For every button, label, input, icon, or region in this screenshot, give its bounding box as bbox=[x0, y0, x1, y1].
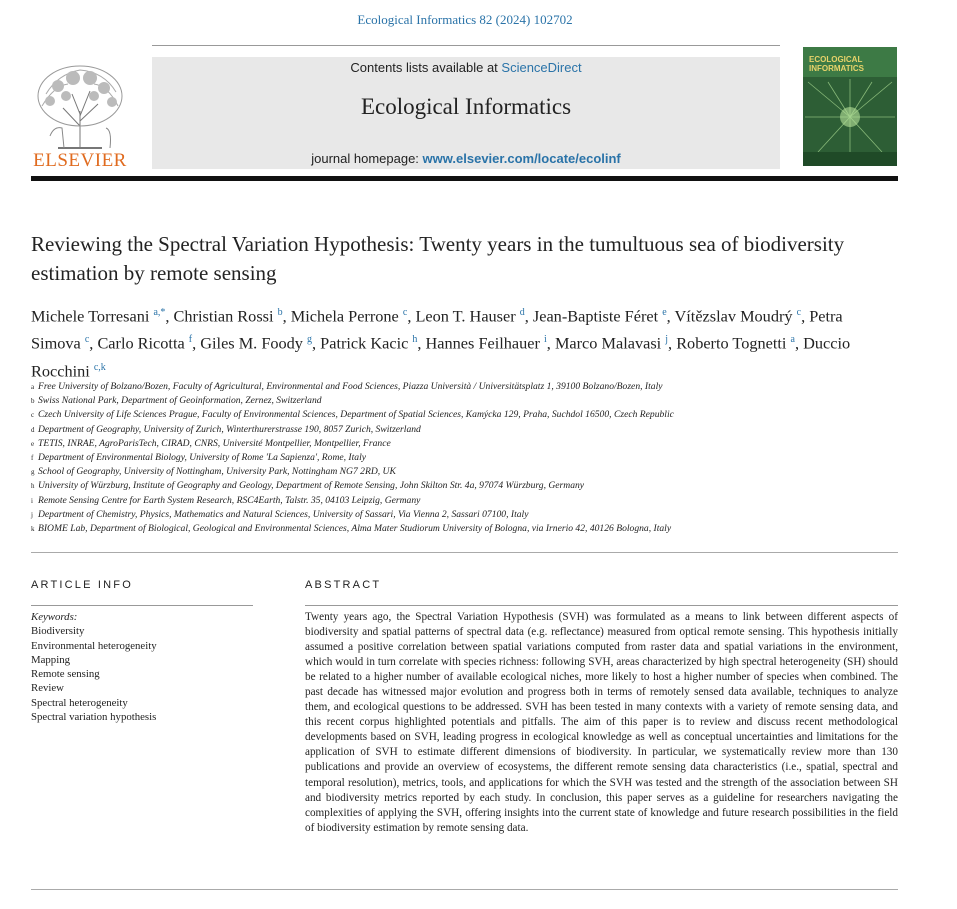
author-name[interactable]: Michele Torresani bbox=[31, 306, 150, 326]
author-affiliation-marker[interactable]: d bbox=[519, 307, 525, 318]
affiliation-row bbox=[31, 451, 911, 465]
bottom-rule bbox=[31, 889, 898, 890]
author-affiliation-marker[interactable]: c bbox=[402, 307, 408, 318]
author-name[interactable]: Duccio Rocchini bbox=[31, 333, 851, 381]
affiliation-label: a bbox=[31, 383, 35, 391]
keyword-item: Mapping bbox=[31, 653, 70, 666]
author-name[interactable]: Hannes Feilhauer bbox=[425, 333, 540, 353]
keyword-item: Environmental heterogeneity bbox=[31, 639, 157, 652]
article-info-rule bbox=[31, 605, 253, 606]
article-info-heading: ARTICLE INFO bbox=[31, 579, 133, 591]
author-affiliation-marker[interactable]: g bbox=[307, 334, 313, 346]
journal-citation[interactable]: Ecological Informatics 82 (2024) 102702 bbox=[357, 12, 573, 27]
affiliation-text: Czech University of Life Sciences Prague, Faculty of Environmental Sciences, Department of Spatial Sciences, Kamýcka 129, Praha, Suchdol 16500, Czech Republic bbox=[38, 409, 674, 421]
affiliation-text: Department of Geography, University of Zurich, Winterthurerstrasse 190, 8057 Zurich, Switzerland bbox=[38, 423, 421, 435]
keyword-item: Review bbox=[31, 682, 64, 695]
author-affiliation-marker[interactable]: a bbox=[790, 334, 795, 346]
affiliation-text: Department of Environmental Biology, University of Rome 'La Sapienza', Rome, Italy bbox=[38, 452, 367, 464]
author-name[interactable]: Christian Rossi bbox=[173, 306, 274, 326]
author-name[interactable]: Petra Simova bbox=[31, 306, 843, 353]
author-name[interactable]: Patrick Kacic bbox=[320, 333, 409, 353]
affiliation-row bbox=[31, 380, 911, 394]
author-name[interactable]: Carlo Ricotta bbox=[97, 333, 185, 353]
journal-cover-thumbnail[interactable] bbox=[803, 47, 897, 166]
elsevier-wordmark: ELSEVIER bbox=[33, 150, 127, 171]
affiliation-row bbox=[31, 522, 911, 536]
abstract-text: Twenty years ago, the Spectral Variation Hypothesis (SVH) was formulated as a means to link between different aspects of biodiversity and spatial patterns of spectral data (e.g. reflectance) measured from optical remote sensing. This hypothesis initially assumed a positive correlation between spatial variations computed from raster data and spatial variations in the environment, which would in turn correlate with species richness: following SVH, areas characterized by high spectral heterogeneity (SH) should be related to a higher number of available ecological niches, more likely to host a higher number of species when combined. The past decade has witnessed major evolution and progress both in terms of remotely sensed data available, techniques to analyze them, and ecological questions to be addressed. SVH has been tested in many contexts with a variety of remote sensing data, and this recent corpus highlighted potentials and pitfalls. The aim of this paper is to review and discuss recent methodological developments based on SVH, leading progress in ecological knowledge as well as conceptual uncertainties and limitations for the application of SVH to estimate different dimensions of biodiversity. In particular, we systematically review more than 130 publications and provide an overview of ecosystems, the different remote sensing data characteristics (i.e., spatial, spectral and temporal resolution), metrics, tools, and applications for which the SVH was tested and the strength of the association between SH and biodiversity metrics reported by each study. In conclusion, this paper serves as a guideline for researchers navigating the complexities of applying the SVH, offering insights into the current state of knowledge and future research possibilities in the field of biodiversity estimation by remote sensing data. bbox=[305, 611, 898, 834]
affiliation-label: e bbox=[31, 439, 35, 448]
author-affiliation-marker[interactable]: c bbox=[796, 307, 802, 318]
author-name[interactable]: Vítězslav Moudrý bbox=[674, 306, 793, 326]
journal-banner bbox=[152, 57, 780, 169]
keyword-item: Remote sensing bbox=[31, 668, 100, 681]
keyword-item: Spectral variation hypothesis bbox=[31, 711, 157, 724]
affiliation-row bbox=[31, 423, 911, 437]
affiliation-text: Free University of Bolzano/Bozen, Faculty of Agricultural, Environmental and Food Sciences, Piazza Università / Universitätsplatz 1, 39100 Bolzano/Bozen, Italy bbox=[38, 381, 663, 392]
author-list: Michele Torresani $^{a,*}$, Christian Rossi $^b$, Michela Perrone $^c$, Leon T. Hauser $^d$, Jean-Baptiste Féret $^e$, Vítězslav Moudrý $^c$, Petra Simova $^c$, Carlo Ricotta $^f$, Giles M. Foody $^g$, Patrick Kacic $^h$, Hannes Feilhauer $^i$, Marco Malavasi $^j$, Roberto Tognetti $^a$, Duccio Rocchini $^{c,k}$ bbox=[31, 306, 851, 381]
affiliation-label: c bbox=[31, 411, 35, 420]
header-thick-rule bbox=[31, 176, 898, 181]
author-name[interactable]: Michela Perrone bbox=[290, 306, 399, 326]
affiliation-label: k bbox=[31, 525, 35, 534]
affiliation-row bbox=[31, 465, 911, 479]
affiliation-list bbox=[31, 380, 911, 536]
article-title: Reviewing the Spectral Variation Hypothesis: Twenty years in the tumultuous sea of biodiversity estimation by remote sensing bbox=[31, 232, 845, 285]
author-affiliation-marker[interactable]: b bbox=[277, 307, 283, 318]
contents-prefix: Contents lists available at bbox=[350, 60, 502, 75]
journal-name: Ecological Informatics bbox=[360, 94, 572, 119]
affiliation-text: BIOME Lab, Department of Biological, Geological and Environmental Sciences, Alma Mater Studiorum University of Bologna, via Irnerio 42, 40126 Bologna, Italy bbox=[38, 523, 672, 535]
author-affiliation-marker[interactable]: f bbox=[188, 334, 193, 346]
affiliation-label: f bbox=[31, 454, 34, 463]
affiliation-row bbox=[31, 408, 911, 422]
author-affiliation-marker[interactable]: h bbox=[412, 334, 418, 346]
author-affiliation-marker[interactable]: e bbox=[662, 307, 667, 318]
author-name[interactable]: Leon T. Hauser bbox=[415, 306, 516, 326]
affiliation-row bbox=[31, 437, 911, 451]
contents-line bbox=[152, 60, 780, 75]
cover-title bbox=[809, 55, 864, 73]
author-affiliation-marker[interactable]: c bbox=[84, 334, 90, 346]
keywords-block bbox=[31, 610, 261, 724]
author-affiliation-marker[interactable]: a,* bbox=[153, 307, 166, 318]
affiliation-row bbox=[31, 494, 911, 508]
author-affiliation-marker[interactable]: j bbox=[665, 334, 669, 346]
affiliation-text: University of Würzburg, Institute of Geography and Geology, Department of Remote Sensing, John Skilton Str. 4a, 97074 Würzburg, Germany bbox=[38, 480, 585, 492]
affiliation-text: Remote Sensing Centre for Earth System Research, RSC4Earth, Talstr. 35, 04103 Leipzig, Germany bbox=[38, 494, 421, 506]
affiliation-label: d bbox=[31, 425, 35, 434]
section-divider bbox=[31, 552, 898, 553]
abstract-rule bbox=[305, 605, 898, 606]
affiliation-row bbox=[31, 479, 911, 493]
homepage-line bbox=[152, 151, 780, 166]
keywords-label: Keywords: bbox=[31, 611, 78, 623]
header-rule bbox=[152, 45, 780, 46]
homepage-prefix: journal homepage: bbox=[311, 151, 423, 166]
affiliation-label: j bbox=[31, 510, 33, 519]
author-affiliation-marker[interactable]: c,k bbox=[93, 361, 106, 373]
affiliation-label: b bbox=[31, 397, 35, 406]
author-name[interactable]: Roberto Tognetti bbox=[676, 333, 787, 353]
author-name[interactable]: Giles M. Foody bbox=[200, 333, 303, 353]
keyword-item: Spectral heterogeneity bbox=[31, 696, 128, 709]
homepage-link[interactable]: www.elsevier.com/locate/ecolinf bbox=[422, 151, 621, 166]
author-name[interactable]: Marco Malavasi bbox=[554, 333, 662, 353]
abstract-heading: ABSTRACT bbox=[305, 579, 382, 591]
cover-title-line2: INFORMATICS bbox=[809, 64, 864, 73]
keyword-item: Biodiversity bbox=[31, 625, 85, 638]
affiliation-row bbox=[31, 508, 911, 522]
affiliation-label: h bbox=[31, 482, 35, 491]
affiliation-row bbox=[31, 394, 911, 408]
cover-title-line1: ECOLOGICAL bbox=[809, 55, 863, 64]
affiliation-label: i bbox=[31, 496, 33, 505]
affiliation-text: Department of Chemistry, Physics, Mathematics and Natural Sciences, University of Sassari, Via Vienna 2, Sassari 07100, Italy bbox=[38, 508, 529, 520]
affiliation-text: Swiss National Park, Department of Geoinformation, Zernez, Switzerland bbox=[38, 395, 322, 407]
affiliation-label: g bbox=[31, 468, 35, 477]
affiliation-text: School of Geography, University of Nottingham, University Park, Nottingham NG7 2RD, UK bbox=[38, 466, 396, 478]
author-affiliation-marker[interactable]: i bbox=[544, 334, 547, 346]
sciencedirect-link[interactable]: ScienceDirect bbox=[501, 60, 582, 75]
author-name[interactable]: Jean-Baptiste Féret bbox=[532, 306, 659, 326]
affiliation-text: TETIS, INRAE, AgroParisTech, CIRAD, CNRS, Université Montpellier, Montpellier, France bbox=[38, 437, 391, 449]
